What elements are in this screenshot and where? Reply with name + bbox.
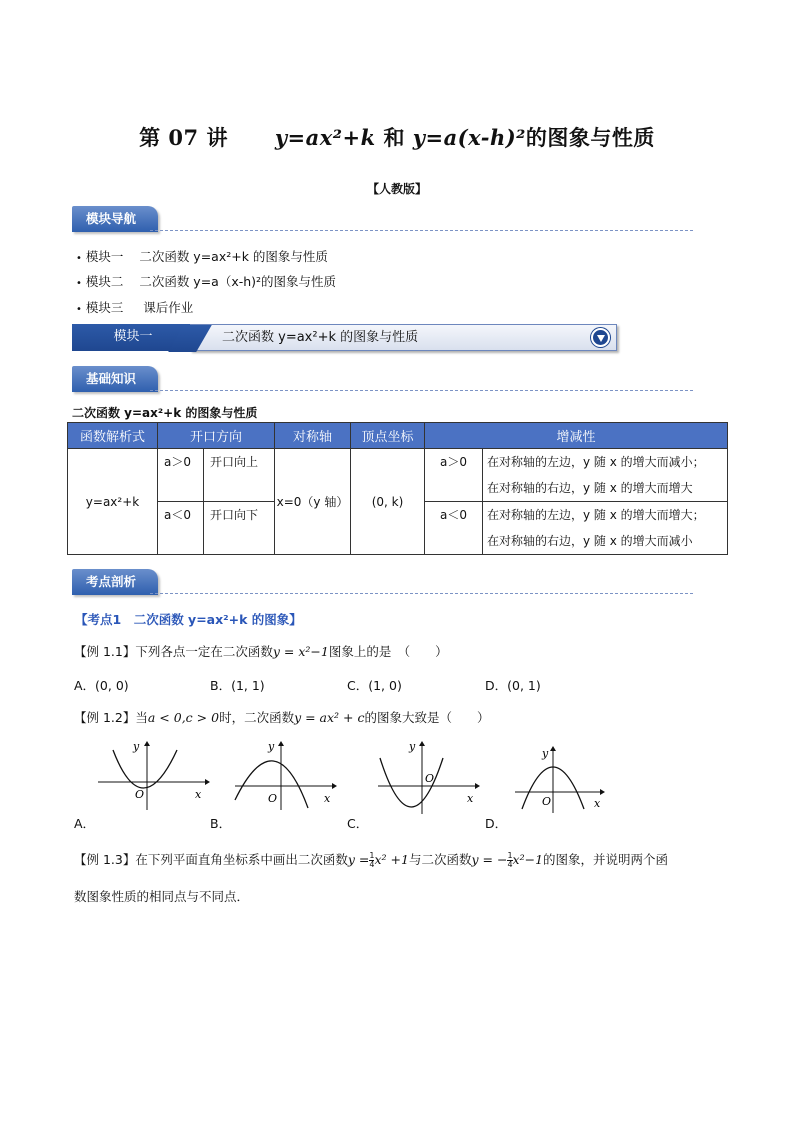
table-cell-expr: y=ax²+k: [68, 449, 158, 555]
axis-label-y: y: [542, 747, 549, 760]
example-text: 时，二次函数: [219, 710, 295, 725]
example-1-1: [74, 642, 448, 660]
nav-item-1[interactable]: [76, 247, 328, 265]
example-text: 图象上的是 （ ）: [328, 644, 448, 659]
title-join: 和: [383, 125, 405, 150]
fraction-2: $\frac{1}{4}$: [507, 851, 513, 869]
example-text: 与二次函数: [408, 852, 472, 867]
table-header: 对称轴: [275, 423, 351, 449]
graph-option-label: A．: [74, 816, 96, 831]
example-condition: a < 0,c > 0: [147, 710, 220, 725]
example-label: 【例 1.2】: [74, 710, 136, 725]
properties-table: [67, 422, 728, 555]
nav-item-label: 模块二: [85, 274, 124, 289]
formula-1-suffix: x² +1: [374, 852, 409, 867]
section-divider: [150, 593, 693, 594]
nav-item-text: 二次函数 y=ax²+k 的图象与性质: [139, 249, 328, 264]
table-cell-rule: 在对称轴的右边，y 随 x 的增大而增大: [483, 475, 728, 502]
example-1-2: [74, 708, 490, 726]
axis-label-y: y: [409, 740, 416, 753]
origin-label: O: [425, 772, 435, 785]
axis-label-y: y: [133, 740, 140, 753]
graph-option-a[interactable]: [95, 738, 210, 813]
example-text: 下列各点一定在二次函数: [135, 644, 273, 659]
table-cell-cond: a＜0: [158, 502, 204, 555]
nav-item-3[interactable]: [76, 298, 193, 316]
graph-option-label: D．: [485, 816, 508, 831]
fraction-1: $\frac{1}{4}$: [369, 851, 375, 869]
bullet-icon: •: [76, 253, 82, 264]
table-header: 顶点坐标: [351, 423, 425, 449]
axis-label-y: y: [268, 740, 275, 753]
section-divider: [150, 390, 693, 391]
example-formula: y = x²−1: [272, 644, 329, 659]
table-title: 二次函数 y=ax²+k 的图象与性质: [72, 406, 258, 420]
table-header: 开口方向: [158, 423, 275, 449]
table-header-row: [68, 423, 728, 449]
module-banner: [72, 324, 617, 351]
bullet-icon: •: [76, 278, 82, 289]
table-cell-rule: 在对称轴的右边，y 随 x 的增大而减小: [483, 528, 728, 555]
table-cell-opening: 开口向下: [204, 502, 275, 555]
example-text: 的图象大致是（ ）: [364, 710, 490, 725]
option-c[interactable]: C．(1, 0): [347, 678, 402, 693]
table-cell-cond: a＞0: [158, 449, 204, 502]
title-suffix: 的图象与性质: [525, 125, 655, 150]
nav-item-text: 二次函数 y=a（x-h)²的图象与性质: [139, 274, 337, 289]
page-title: [0, 122, 794, 152]
formula-2-prefix: y = −: [471, 852, 508, 867]
table-cell-vertex: (0, k): [351, 449, 425, 555]
table-header: 增减性: [425, 423, 728, 449]
origin-label: O: [542, 795, 552, 808]
graph-option-label: B．: [210, 816, 232, 831]
origin-label: O: [135, 788, 145, 801]
axis-label-x: x: [324, 792, 331, 805]
axis-label-x: x: [195, 788, 202, 801]
table-row: [68, 449, 728, 476]
example-text: 的图象，并说明两个函: [543, 852, 669, 867]
example-formula: y = ax² + c: [294, 710, 365, 725]
table-cell-opening: 开口向上: [204, 449, 275, 502]
analysis-section-tag: 考点剖析: [72, 569, 158, 595]
example-1-3-line2: 数图象性质的相同点与不同点．: [74, 889, 250, 904]
title-formula-1: y=ax²+k: [274, 125, 376, 150]
module-banner-title: 二次函数 y=ax²+k 的图象与性质: [222, 330, 419, 345]
example-label: 【例 1.3】: [74, 852, 136, 867]
example-1-3: [74, 850, 668, 869]
section-divider: [150, 230, 693, 231]
table-cell-mono-cond: a＜0: [425, 502, 483, 555]
option-d[interactable]: D．(0, 1): [485, 678, 541, 693]
graph-option-d[interactable]: [512, 745, 607, 815]
chevron-down-icon[interactable]: [591, 328, 610, 347]
table-cell-rule: 在对称轴的左边，y 随 x 的增大而减小；: [483, 449, 728, 476]
table-cell-axis: x=0（y 轴）: [275, 449, 351, 555]
lecture-number: 第 07 讲: [139, 125, 228, 150]
axis-label-x: x: [594, 797, 601, 810]
formula-1-prefix: y =: [347, 852, 370, 867]
formula-2-suffix: x²−1: [512, 852, 544, 867]
example-label: 【例 1.1】: [74, 644, 136, 659]
graph-option-label: C．: [347, 816, 369, 831]
example-text: 在下列平面直角坐标系中画出二次函数: [135, 852, 348, 867]
nav-item-label: 模块三: [85, 300, 124, 315]
bullet-icon: •: [76, 304, 82, 315]
edition-label: 【人教版】: [366, 182, 427, 196]
origin-label: O: [268, 792, 278, 805]
option-b[interactable]: B．(1, 1): [210, 678, 265, 693]
table-cell-rule: 在对称轴的左边，y 随 x 的增大而增大；: [483, 502, 728, 529]
nav-section-tag: 模块导航: [72, 206, 158, 232]
option-a[interactable]: A．(0, 0): [74, 678, 129, 693]
module-banner-title-box: [190, 324, 617, 351]
point-title: 【考点1 二次函数 y=ax²+k 的图象】: [75, 612, 302, 627]
basics-section-tag: 基础知识: [72, 366, 158, 392]
axis-label-x: x: [467, 792, 474, 805]
title-formula-2: y=a(x-h)²: [412, 125, 526, 150]
table-header: 函数解析式: [68, 423, 158, 449]
graph-option-c[interactable]: [375, 738, 480, 818]
module-banner-label: 模块一: [72, 324, 194, 351]
nav-item-label: 模块一: [85, 249, 124, 264]
nav-item-2[interactable]: [76, 272, 336, 290]
example-text: 当: [135, 710, 148, 725]
table-cell-mono-cond: a＞0: [425, 449, 483, 502]
graph-option-b[interactable]: [232, 738, 337, 813]
nav-item-text: 课后作业: [143, 300, 194, 315]
